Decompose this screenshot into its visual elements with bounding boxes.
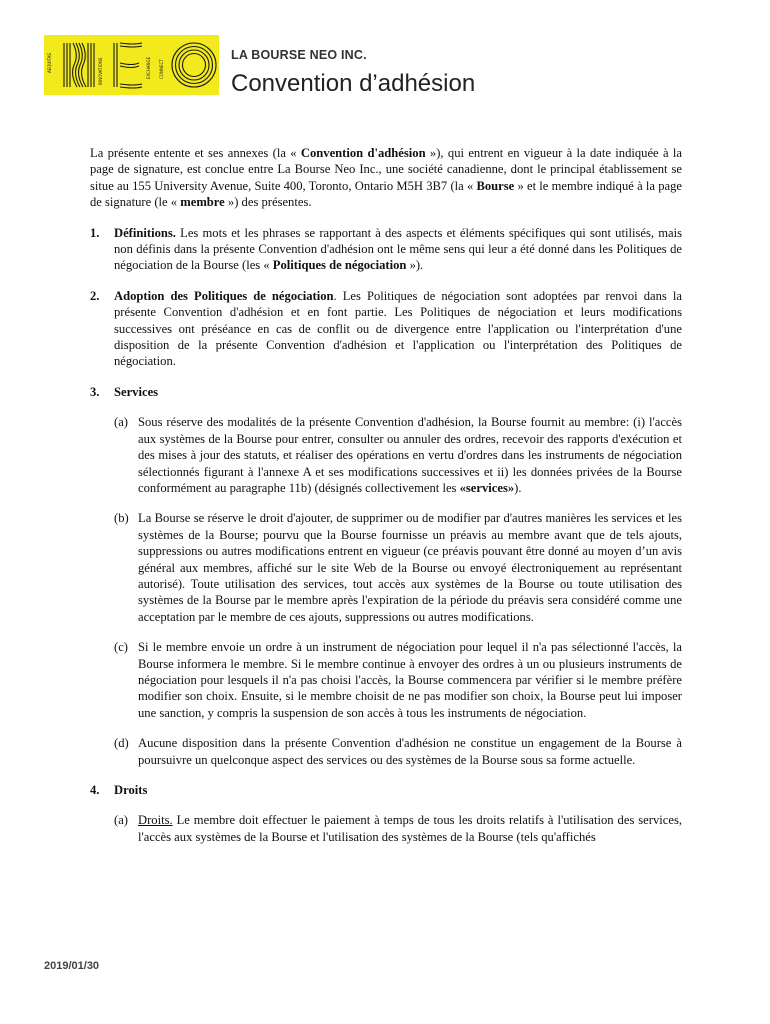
subsection-letter: (a): [114, 415, 128, 430]
subsection-3c: [114, 639, 682, 721]
subsection-text: Droits. Le membre doit effectuer le paiement à temps de tous les droits relatifs à l'utilisation des services, l'accès aux systèmes de la Bourse et l'utilisation des systèmes de la Bourse (tels qu'affichés: [138, 813, 682, 844]
svg-text:INNOVATIONS: INNOVATIONS: [98, 57, 103, 85]
subsection-letter: (d): [114, 736, 129, 751]
subsection-letter: (b): [114, 511, 129, 526]
company-name: LA BOURSE NEO INC.: [231, 48, 367, 62]
subsection-letter: (a): [114, 813, 128, 828]
section-number: 4.: [90, 783, 100, 797]
footer-date: 2019/01/30: [44, 960, 100, 972]
section-title: Services: [114, 384, 159, 399]
svg-text:AEQUITAS: AEQUITAS: [47, 53, 52, 73]
subsection-3b: [114, 510, 682, 625]
subsection-4a: [114, 812, 682, 845]
neo-logo: [44, 35, 219, 95]
section-title: Droits: [114, 783, 148, 797]
section-number: 2.: [90, 288, 100, 303]
subsection-text: La Bourse se réserve le droit d'ajouter, de supprimer ou de modifier par d'autres manières les services et les systèmes de la Bourse; pourvu que la Bourse fournisse un préavis au membre avant que de tels ajouts, suppressions ou autres modifications entrent en vigueur (ce préavis pouvant être donné au moyen d’un avis général aux membres, affiché sur le site Web de la Bourse ou envoyé électroniquement au représentant autorisé). Toute utilisation des services, tout accès aux systèmes de la Bourse ou toute utilisation des systèmes de la Bourse par le membre après l'expiration de la période du préavis sera considéré comme une acceptation par le membre de ces ajouts, suppressions ou autres modifications.: [138, 511, 682, 624]
section-number: 1.: [90, 225, 100, 240]
subsection-3d: [114, 735, 682, 768]
intro-paragraph: La présente entente et ses annexes (la « Convention d'adhésion »), qui entrent en vigueur à la date indiquée à la page de signature, est conclue entre La Bourse Neo Inc., une société canadienne, dont le principal établissement se situe au 155 University Avenue, Suite 400, Toronto, Ontario M5H 3B7 (la « Bourse » et le membre indiqué à la page de signature (le « membre ») des présentes.: [90, 146, 682, 210]
neo-logo-graphic: [44, 35, 219, 95]
svg-text:CONNECT: CONNECT: [159, 59, 164, 79]
subsection-letter: (c): [114, 640, 128, 655]
svg-text:EXCHANGE: EXCHANGE: [146, 56, 151, 79]
subsection-text: Si le membre envoie un ordre à un instrument de négociation pour lequel il n'a pas sélectionné l'accès, la Bourse informera le membre. Si le membre continue à envoyer des ordres à un ou plusieurs instruments de négociation pour lesquels il n'a pas choisi l'accès, la Bourse commencera par vérifier si le membre préfère modifier son choix. Ensuite, si le membre choisit de ne pas modifier son choix, la Bourse peut lui imposer une sanction, y compris la suspension de son accès à tous les instruments de négociation.: [138, 640, 682, 720]
section-definitions: [90, 225, 682, 274]
section-services: [90, 384, 682, 400]
section-number: 3.: [90, 384, 100, 399]
subsection-3a: [114, 414, 682, 496]
section-adoption: [90, 288, 682, 370]
document-body: [90, 145, 682, 859]
subsection-text: Aucune disposition dans la présente Convention d'adhésion ne constitue un engagement de la Bourse à poursuivre un quelconque aspect des services ou des systèmes de la Bourse sous sa forme actuelle.: [138, 736, 682, 767]
section-text: Adoption des Politiques de négociation. Les Politiques de négociation sont adoptées par renvoi dans la présente Convention d'adhésion et en font partie. Les Politiques de négociation et leurs modifications successives ont préséance en cas de conflit ou de divergence entre l'application ou l'interprétation d'une disposition de la présente Convention d'adhésion et l'application ou l'interprétation des Politiques de négociation.: [114, 288, 682, 369]
section-fees: [90, 782, 682, 798]
section-text: Définitions. Les mots et les phrases se rapportant à des aspects et éléments spécifiques qui sont utilisés, mais non définis dans la présente Convention d'adhésion ont le même sens qui leur a été donné dans les Politiques de négociation de la Bourse (les « Politiques de négociation »).: [114, 225, 682, 273]
document-title: Convention d’adhésion: [231, 70, 476, 97]
subsection-text: Sous réserve des modalités de la présente Convention d'adhésion, la Bourse fournit au membre: (i) l'accès aux systèmes de la Bourse pour entrer, consulter ou annuler des ordres, recevoir des rapports d'exécution et des mises à jour des statuts, et réaliser des opérations en vertu d'ordres dans les instruments de négociation sélectionnés figurant à l'annexe A et ses modifications successives et ii) les données privées de la Bourse conformément au paragraphe 11b) (désignés collectivement les «services»).: [138, 415, 682, 495]
